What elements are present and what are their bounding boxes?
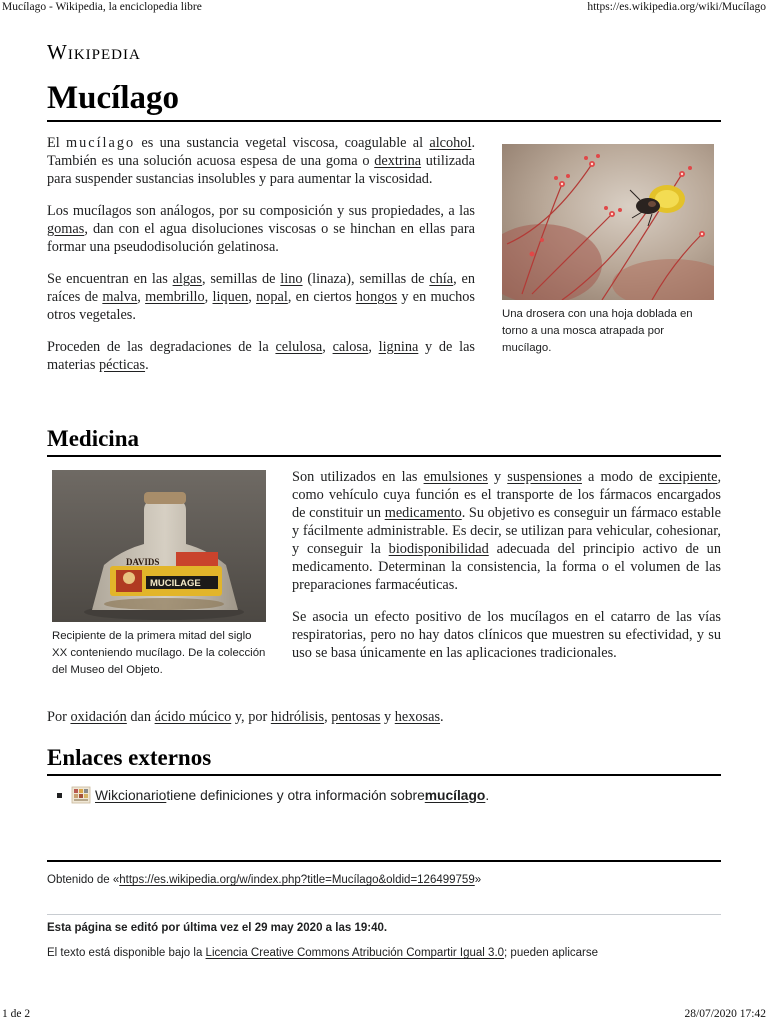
figure-drosera	[502, 144, 714, 357]
link-excipiente[interactable]: excipiente	[658, 469, 718, 485]
medicina-paragraph-2: Se asocia un efecto positivo de los mucílagos en el catarro de las vías respiratorias, pero no hay datos clínicos que muestren su efectividad, y su uso se basa únicamente en las aplicaciones tradicionales.	[292, 609, 721, 661]
term-mucilago: mucílago	[65, 135, 136, 151]
link-liquen[interactable]: liquen	[212, 289, 249, 305]
link-pecticas[interactable]: pécticas	[99, 357, 146, 373]
print-header-title: Mucílago - Wikipedia, la enciclopedia libre	[2, 1, 202, 13]
wikipedia-wordmark[interactable]: Wikipedia	[47, 40, 141, 64]
print-footer	[0, 1008, 768, 1024]
link-dextrina[interactable]: dextrina	[374, 153, 422, 169]
link-hidrolisis[interactable]: hidrólisis	[270, 709, 325, 725]
link-chia[interactable]: chía	[429, 271, 454, 287]
wiktionary-icon	[71, 786, 91, 804]
mucilage-bottle-image[interactable]	[52, 470, 266, 622]
link-hongos[interactable]: hongos	[355, 289, 398, 305]
link-hexosas[interactable]: hexosas	[394, 709, 441, 725]
link-oxidacion[interactable]: oxidación	[70, 709, 127, 725]
figure-bottle-caption: Recipiente de la primera mitad del siglo XX conteniendo mucílago. De la colección del Museo del Objeto.	[52, 630, 266, 676]
heading-medicina: Medicina	[47, 424, 721, 457]
link-obtained-url[interactable]: https://es.wikipedia.org/w/index.php?title=Mucílago&oldid=126499759	[119, 874, 475, 886]
external-link-text: tiene definiciones y otra información sobre	[166, 787, 425, 803]
link-algas[interactable]: algas	[172, 271, 202, 287]
last-edit: Esta página se editó por última vez el 29 may 2020 a las 19:40.	[47, 922, 388, 934]
intro-section	[47, 134, 475, 374]
external-link-item: Wikcionario tiene definiciones y otra información sobre mucílago .	[57, 786, 721, 804]
intro-paragraph-2: Los mucílagos son análogos, por su composición y sus propiedades, a las gomas, dan con el agua disoluciones viscosas o se hinchan en ellas para formar una pseudodisolución gelatinosa.	[47, 203, 475, 255]
obtained-from: Obtenido de «https://es.wikipedia.org/w/index.php?title=Mucílago&oldid=126499759»	[47, 874, 482, 886]
figure-bottle	[52, 470, 266, 679]
medicina-paragraph-3-block	[47, 708, 721, 726]
link-malva[interactable]: malva	[102, 289, 138, 305]
bottle-label-mid: MUCILAGE	[150, 578, 201, 589]
section-medicina	[47, 424, 721, 457]
intro-paragraph-3: Se encuentran en las algas, semillas de lino (linaza), semillas de chía, en raíces de malva, membrillo, liquen, nopal, en ciertos hongos y en muchos otros vegetales.	[47, 271, 475, 323]
print-header-url: https://es.wikipedia.org/wiki/Mucílago	[587, 1, 766, 13]
section-external-links	[47, 743, 721, 804]
footer-divider	[47, 860, 721, 862]
print-page-number: 1 de 2	[2, 1008, 31, 1020]
intro-paragraph-4: Proceden de las degradaciones de la celulosa, calosa, lignina y de las materias pécticas.	[47, 339, 475, 373]
page-title: Mucílago	[47, 78, 721, 122]
footer-divider-thin	[47, 914, 721, 915]
figure-drosera-caption: Una drosera con una hoja doblada en torno a una mosca atrapada por mucílago.	[502, 308, 693, 354]
link-wikcionario[interactable]: Wikcionario	[95, 787, 167, 803]
print-date: 28/07/2020 17:42	[684, 1008, 766, 1020]
link-lignina[interactable]: lignina	[378, 339, 419, 355]
article	[47, 40, 721, 122]
link-emulsiones[interactable]: emulsiones	[423, 469, 488, 485]
bottle-label-top: DAVIDS	[126, 557, 160, 567]
medicina-text	[292, 468, 721, 662]
link-calosa[interactable]: calosa	[332, 339, 369, 355]
link-suspensiones[interactable]: suspensiones	[507, 469, 582, 485]
link-acido-mucico[interactable]: ácido múcico	[154, 709, 232, 725]
link-biodisponibilidad[interactable]: biodisponibilidad	[388, 541, 489, 557]
intro-paragraph-1: El mucílago es una sustancia vegetal viscosa, coagulable al alcohol. También es una solución acuosa espesa de una goma o dextrina utilizada para suspender sustancias insolubles y para aumentar la viscosidad.	[47, 135, 476, 187]
link-celulosa[interactable]: celulosa	[275, 339, 323, 355]
print-header	[0, 0, 768, 18]
link-pentosas[interactable]: pentosas	[331, 709, 381, 725]
link-medicamento[interactable]: medicamento	[384, 505, 462, 521]
drosera-image[interactable]	[502, 144, 714, 300]
link-gomas[interactable]: gomas	[47, 221, 85, 237]
heading-external-links: Enlaces externos	[47, 743, 721, 776]
link-membrillo[interactable]: membrillo	[145, 289, 205, 305]
link-lino[interactable]: lino	[280, 271, 303, 287]
bullet-icon	[57, 793, 62, 798]
link-nopal[interactable]: nopal	[256, 289, 288, 305]
medicina-paragraph-3: Por oxidación dan ácido múcico y, por hidrólisis, pentosas y hexosas.	[47, 709, 444, 725]
link-alcohol[interactable]: alcohol	[429, 135, 472, 151]
link-mucilago-wiktionary[interactable]: mucílago	[424, 787, 486, 803]
link-license[interactable]: Licencia Creative Commons Atribución Compartir Igual 3.0	[205, 947, 505, 959]
license-notice: El texto está disponible bajo la Licencia Creative Commons Atribución Compartir Igual 3.0; pueden aplicarse	[47, 947, 599, 959]
medicina-paragraph-1: Son utilizados en las emulsiones y suspensiones a modo de excipiente, como vehículo cuya función es el transporte de los fármacos encargados de constituir un medicamento. Su objetivo es conseguir un fármaco estable y fácilmente administrable. Es decir, se utilizan para vehicular, cohesionar, y conseguir la biodisponibilidad adecuada del principio activo de un medicamento. Determinan la consistencia, la forma o el volumen de las preparaciones farmacéuticas.	[292, 469, 722, 593]
